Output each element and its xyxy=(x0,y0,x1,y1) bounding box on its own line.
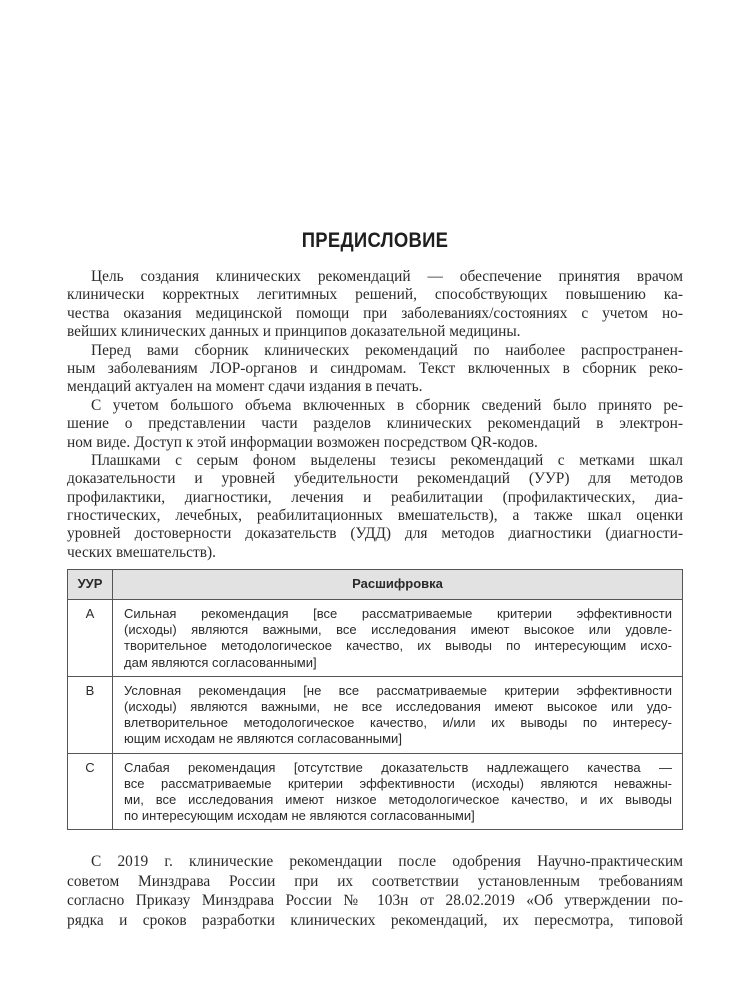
cell-line: (исходы) являются важными, все исследования имеют высокое или удовле- xyxy=(124,622,672,638)
level-cell: B xyxy=(68,676,113,753)
text-line: гностических, лечебных, реабилитационных вмешательств), а также шкал оценки xyxy=(67,507,683,525)
recommendation-levels-table xyxy=(67,569,683,830)
text-line: рядка и сроков разработки клинических рекомендаций, их пересмотра, типовой xyxy=(67,911,683,929)
paragraph-2019 xyxy=(67,852,683,930)
text-line: Плашками с серым фоном выделены тезисы рекомендаций с метками шкал xyxy=(91,451,683,469)
text-line: Цель создания клинических рекомендаций — обеспечение принятия врачом xyxy=(91,268,683,285)
text-line: клинически корректных легитимных решений, способствующих повышению ка- xyxy=(67,286,683,304)
text-line: С учетом большого объема включенных в сборник сведений было принято ре- xyxy=(91,396,683,414)
column-header-description: Расшифровка xyxy=(113,570,683,600)
cell-line: Условная рекомендация [не все рассматриваемые критерии эффективности xyxy=(124,682,672,698)
cell-line: Сильная рекомендация [все рассматриваемые критерии эффективности xyxy=(124,606,672,621)
text-line: доказательности и уровней убедительности рекомендаций (УУР) для методов xyxy=(67,470,683,488)
cell-line: творительное методологическое качество, их выводы по интересующим исхо- xyxy=(124,638,672,654)
cell-line: Слабая рекомендация [отсутствие доказательств надлежащего качества — xyxy=(124,759,672,775)
cell-line: (исходы) являются важными, не все исследования имеют высокое или удо- xyxy=(124,699,672,715)
text-line: С 2019 г. клинические рекомендации после одобрения Научно-практическим xyxy=(91,853,683,870)
cell-line: ющим исходам не являются согласованными] xyxy=(124,731,402,747)
text-line: ном виде. Доступ к этой информации возможен посредством QR-кодов. xyxy=(67,433,538,451)
description-cell xyxy=(113,676,683,753)
cell-line: все рассматриваемые критерии эффективности (исходы) являются неважны- xyxy=(124,775,672,791)
description-cell xyxy=(113,600,683,677)
cell-line: дам являются согласованными] xyxy=(124,654,317,670)
page-title: ПРЕДИСЛОВИЕ xyxy=(301,229,449,252)
table-row xyxy=(68,676,683,753)
description-cell xyxy=(113,753,683,830)
text-line: уровней достоверности доказательств (УДД) для методов диагностики (диагности- xyxy=(67,525,683,543)
column-header-level: УУР xyxy=(68,570,113,600)
text-line: советом Минздрава России при их соответствии установленным требованиям xyxy=(67,872,683,890)
text-line: ным заболеваниям ЛОР-органов и синдромам. Текст включенных в сборник реко- xyxy=(67,359,683,377)
text-line: профилактики, диагностики, лечения и реабилитации (профилактических, диа- xyxy=(67,488,683,506)
text-line: чества оказания медицинской помощи при заболеваниях/состояниях с учетом но- xyxy=(67,304,683,322)
text-line: согласно Приказу Минздрава России № 103н от 28.02.2019 «Об утверждении по- xyxy=(67,892,683,910)
table-row xyxy=(68,753,683,830)
table-header-row xyxy=(68,570,683,600)
cell-line: влетворительное методологическое качество, и/или их выводы по интересу- xyxy=(124,715,672,731)
text-line: мендаций актуален на момент сдачи издания в печать. xyxy=(67,378,423,396)
text-line: шение о представлении части разделов клинических рекомендаций в электрон- xyxy=(67,415,683,433)
cell-line: по интересующим исходам не являются согласованными] xyxy=(124,808,475,824)
level-cell: C xyxy=(68,753,113,830)
cell-line: ми, все исследования имеют низкое методологическое качество, и их выводы xyxy=(124,792,672,808)
paragraph-purpose xyxy=(67,268,683,562)
text-line: ческих вмешательств). xyxy=(67,543,216,561)
level-cell: A xyxy=(68,600,113,677)
table-row xyxy=(68,600,683,677)
text-line: Перед вами сборник клинических рекомендаций по наиболее распространен- xyxy=(91,341,683,359)
text-line: вейших клинических данных и принципов доказательной медицины. xyxy=(67,323,521,341)
